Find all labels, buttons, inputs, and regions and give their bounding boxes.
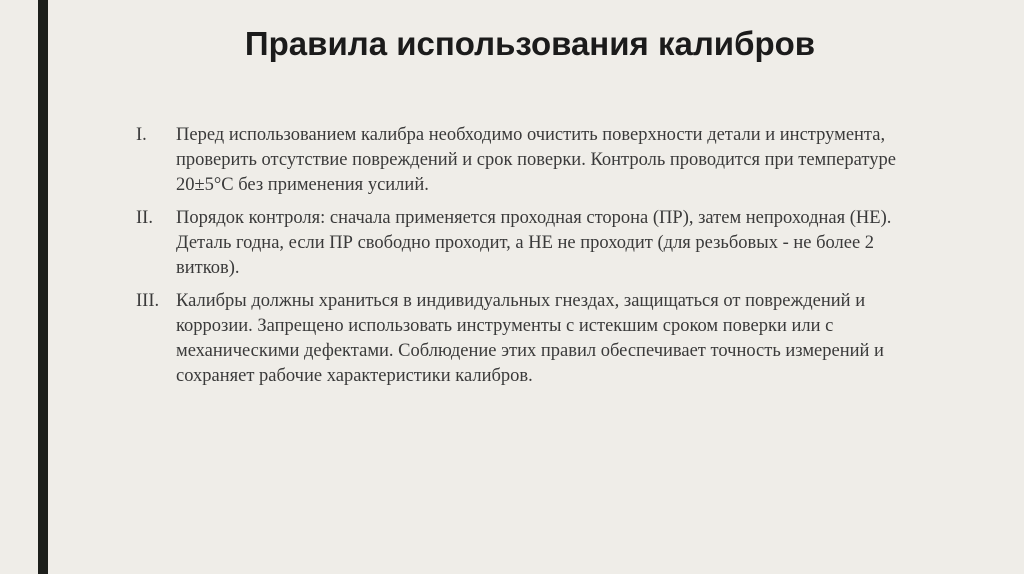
slide-title: Правила использования калибров — [244, 25, 816, 62]
list-item-marker: II. — [136, 208, 153, 228]
list-item-text: Калибры должны храниться в индивидуальных гнездах, защищаться от повреждений и коррозии. Запрещено использовать инструменты с истекшим сроком поверки или с механическими дефектами. Соблюдение этих правил обеспечивает точность измерений и сохраняет рабочие характеристики калибров. — [176, 291, 884, 386]
left-accent-bar — [38, 0, 48, 574]
list-item-text: Перед использованием калибра необходимо очистить поверхности детали и инструмента, проверить отсутствие повреждений и срок поверки. Контроль проводится при температуре 20±5°C без применения усилий. — [176, 125, 896, 195]
list-item — [136, 123, 936, 198]
list-item-marker: III. — [136, 291, 160, 311]
rules-list — [136, 123, 936, 397]
list-item-text: Порядок контроля: сначала применяется проходная сторона (ПР), затем непроходная (НЕ). Деталь годна, если ПР свободно проходит, а НЕ не проходит (для резьбовых - не более 2 витков). — [176, 208, 892, 278]
list-item — [136, 206, 936, 281]
list-item — [136, 289, 936, 389]
list-item-marker: I. — [136, 125, 147, 145]
